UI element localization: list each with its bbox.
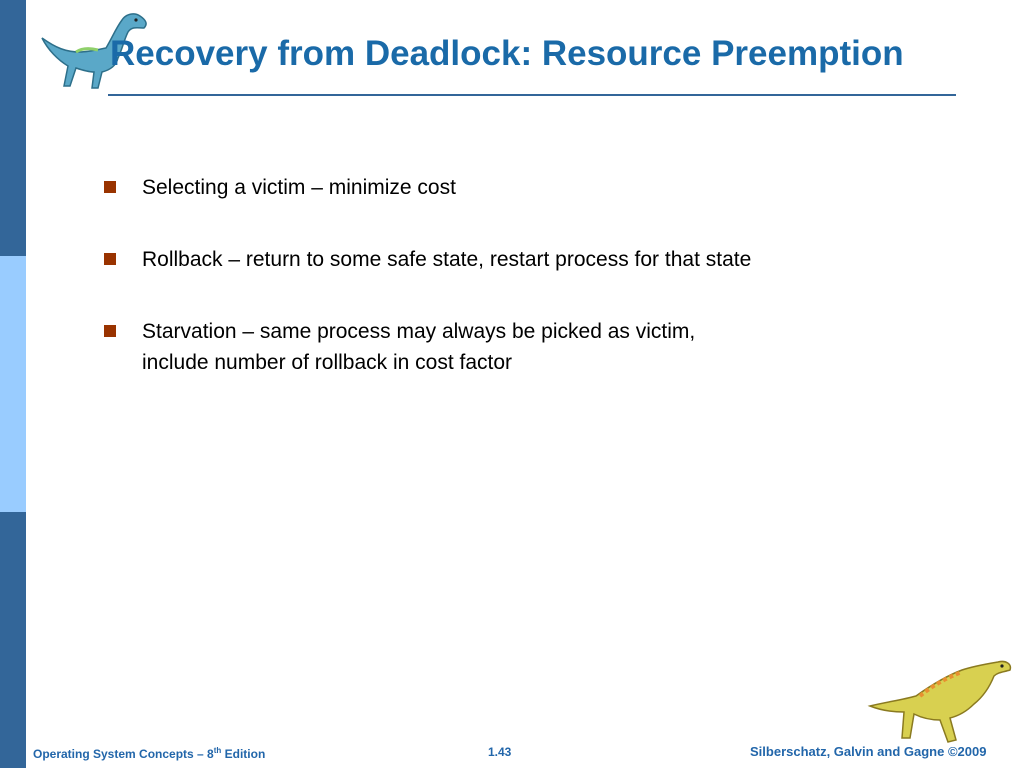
bullet-text: Rollback – return to some safe state, restart process for that state: [142, 248, 752, 271]
footer-book-suffix: Edition: [221, 747, 266, 761]
bullet-item-rollback: [104, 244, 924, 275]
footer-book-sup: th: [213, 746, 222, 755]
bullet-list: [104, 172, 924, 419]
footer-book-prefix: Operating System Concepts – 8: [33, 747, 214, 761]
slide-title: Recovery from Deadlock: Resource Preemption: [110, 34, 904, 73]
square-bullet-icon: [104, 325, 116, 337]
bullet-item-selecting-victim: [104, 172, 924, 203]
sidebar-segment-middle: [0, 256, 26, 512]
title-underline: [108, 94, 956, 96]
bullet-text: Selecting a victim – minimize cost: [142, 176, 456, 199]
footer-page-number: 1.43: [488, 745, 512, 759]
sidebar-segment-bottom: [0, 512, 26, 768]
footer-copyright: Silberschatz, Galvin and Gagne ©2009: [750, 744, 987, 759]
bullet-text-line1: Starvation – same process may always be picked as victim,: [142, 320, 696, 343]
dinosaur-footer-icon: [866, 656, 1016, 752]
sidebar-segment-top: [0, 0, 26, 256]
square-bullet-icon: [104, 181, 116, 193]
left-color-bar: [0, 0, 26, 768]
bullet-item-starvation: [104, 316, 924, 378]
footer-book-title: [33, 746, 265, 761]
square-bullet-icon: [104, 253, 116, 265]
bullet-text-line2: include number of rollback in cost factor: [142, 351, 513, 374]
